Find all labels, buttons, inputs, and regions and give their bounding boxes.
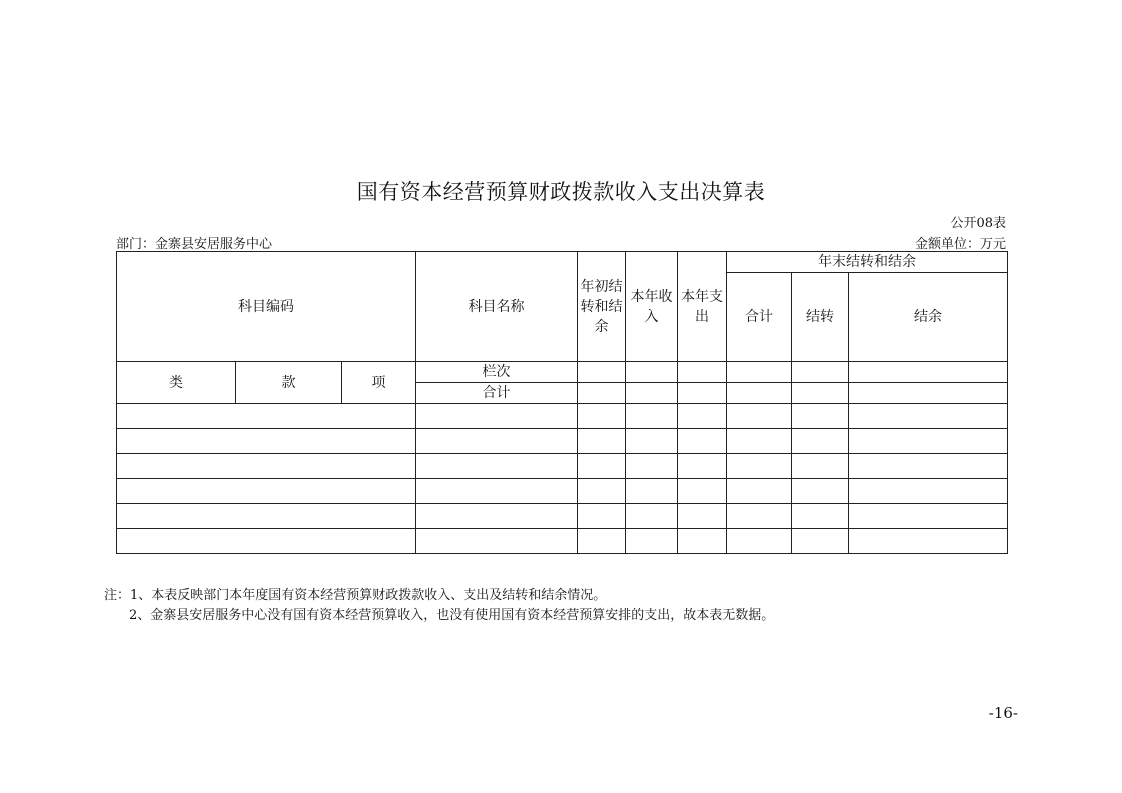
header-subject-code: 科目编码 (117, 252, 416, 362)
header-item: 项 (342, 362, 416, 404)
column-index-label: 栏次 (416, 362, 578, 383)
header-income: 本年收入 (626, 252, 678, 362)
row-code-cell (117, 504, 416, 529)
row-cell-income (626, 504, 678, 529)
row-cell-c-total (727, 429, 792, 454)
row-cell-c-total (727, 404, 792, 429)
table-cell (578, 362, 626, 383)
row-cell-income (626, 404, 678, 429)
row-cell-c-carry (792, 429, 849, 454)
table-cell (578, 383, 626, 404)
note-line-2: 2、金寨县安居服务中心没有国有资本经营预算收入，也没有使用国有资本经营预算安排的支出，故本表无数据。 (129, 608, 775, 623)
header-subject-name: 科目名称 (416, 252, 578, 362)
row-cell-expend (678, 504, 727, 529)
row-cell-opening (578, 529, 626, 554)
form-number: 公开08表 (950, 216, 1006, 231)
table-cell (626, 362, 678, 383)
row-cell-c-carry (792, 529, 849, 554)
notes (104, 586, 774, 626)
row-cell-expend (678, 529, 727, 554)
row-cell-c-surplus (849, 429, 1008, 454)
row-cell-opening (578, 454, 626, 479)
unit-label: 金额单位：万元 (914, 237, 1006, 252)
row-cell-income (626, 529, 678, 554)
row-cell-c-total (727, 454, 792, 479)
table-row (117, 429, 1008, 454)
table-row (117, 454, 1008, 479)
table-cell (727, 362, 792, 383)
row-code-cell (117, 454, 416, 479)
row-code-cell (117, 479, 416, 504)
table-row (117, 504, 1008, 529)
row-code-cell (117, 529, 416, 554)
row-cell-c-surplus (849, 404, 1008, 429)
header-closing-surplus: 结余 (849, 273, 1008, 362)
table-cell (849, 362, 1008, 383)
row-cell-c-carry (792, 504, 849, 529)
row-cell-c-carry (792, 479, 849, 504)
table-cell (626, 383, 678, 404)
row-cell-opening (578, 504, 626, 529)
table-row (117, 404, 1008, 429)
row-cell-c-surplus (849, 529, 1008, 554)
row-cell-name (416, 404, 578, 429)
row-cell-expend (678, 404, 727, 429)
header-section: 款 (236, 362, 342, 404)
table-cell (727, 383, 792, 404)
row-cell-name (416, 529, 578, 554)
table-cell (849, 383, 1008, 404)
row-cell-income (626, 429, 678, 454)
row-cell-income (626, 479, 678, 504)
row-cell-c-surplus (849, 454, 1008, 479)
row-cell-c-carry (792, 404, 849, 429)
page-number: -16- (988, 704, 1018, 722)
row-code-cell (117, 404, 416, 429)
header-closing-carryover: 结转 (792, 273, 849, 362)
budget-table (116, 251, 1008, 554)
total-label: 合计 (416, 383, 578, 404)
header-expenditure: 本年支出 (678, 252, 727, 362)
row-cell-c-total (727, 529, 792, 554)
header-closing-group: 年末结转和结余 (727, 252, 1008, 273)
header-opening-balance: 年初结转和结余 (578, 252, 626, 362)
row-cell-name (416, 504, 578, 529)
row-cell-c-total (727, 504, 792, 529)
page-title: 国有资本经营预算财政拨款收入支出决算表 (356, 180, 766, 204)
row-cell-c-surplus (849, 479, 1008, 504)
row-cell-expend (678, 429, 727, 454)
row-cell-c-surplus (849, 504, 1008, 529)
row-cell-expend (678, 479, 727, 504)
row-cell-opening (578, 404, 626, 429)
row-cell-c-carry (792, 454, 849, 479)
table-row (117, 529, 1008, 554)
row-cell-name (416, 429, 578, 454)
row-cell-name (416, 479, 578, 504)
header-closing-total: 合计 (727, 273, 792, 362)
row-cell-opening (578, 429, 626, 454)
row-code-cell (117, 429, 416, 454)
department-label: 部门：金寨县安居服务中心 (116, 237, 273, 252)
row-cell-income (626, 454, 678, 479)
table-row (117, 479, 1008, 504)
row-cell-opening (578, 479, 626, 504)
table-cell (792, 362, 849, 383)
table-cell (792, 383, 849, 404)
row-cell-c-total (727, 479, 792, 504)
row-cell-expend (678, 454, 727, 479)
row-cell-name (416, 454, 578, 479)
table-cell (678, 362, 727, 383)
table-cell (678, 383, 727, 404)
header-category: 类 (117, 362, 236, 404)
note-line-1: 注：1、本表反映部门本年度国有资本经营预算财政拨款收入、支出及结转和结余情况。 (104, 588, 607, 603)
